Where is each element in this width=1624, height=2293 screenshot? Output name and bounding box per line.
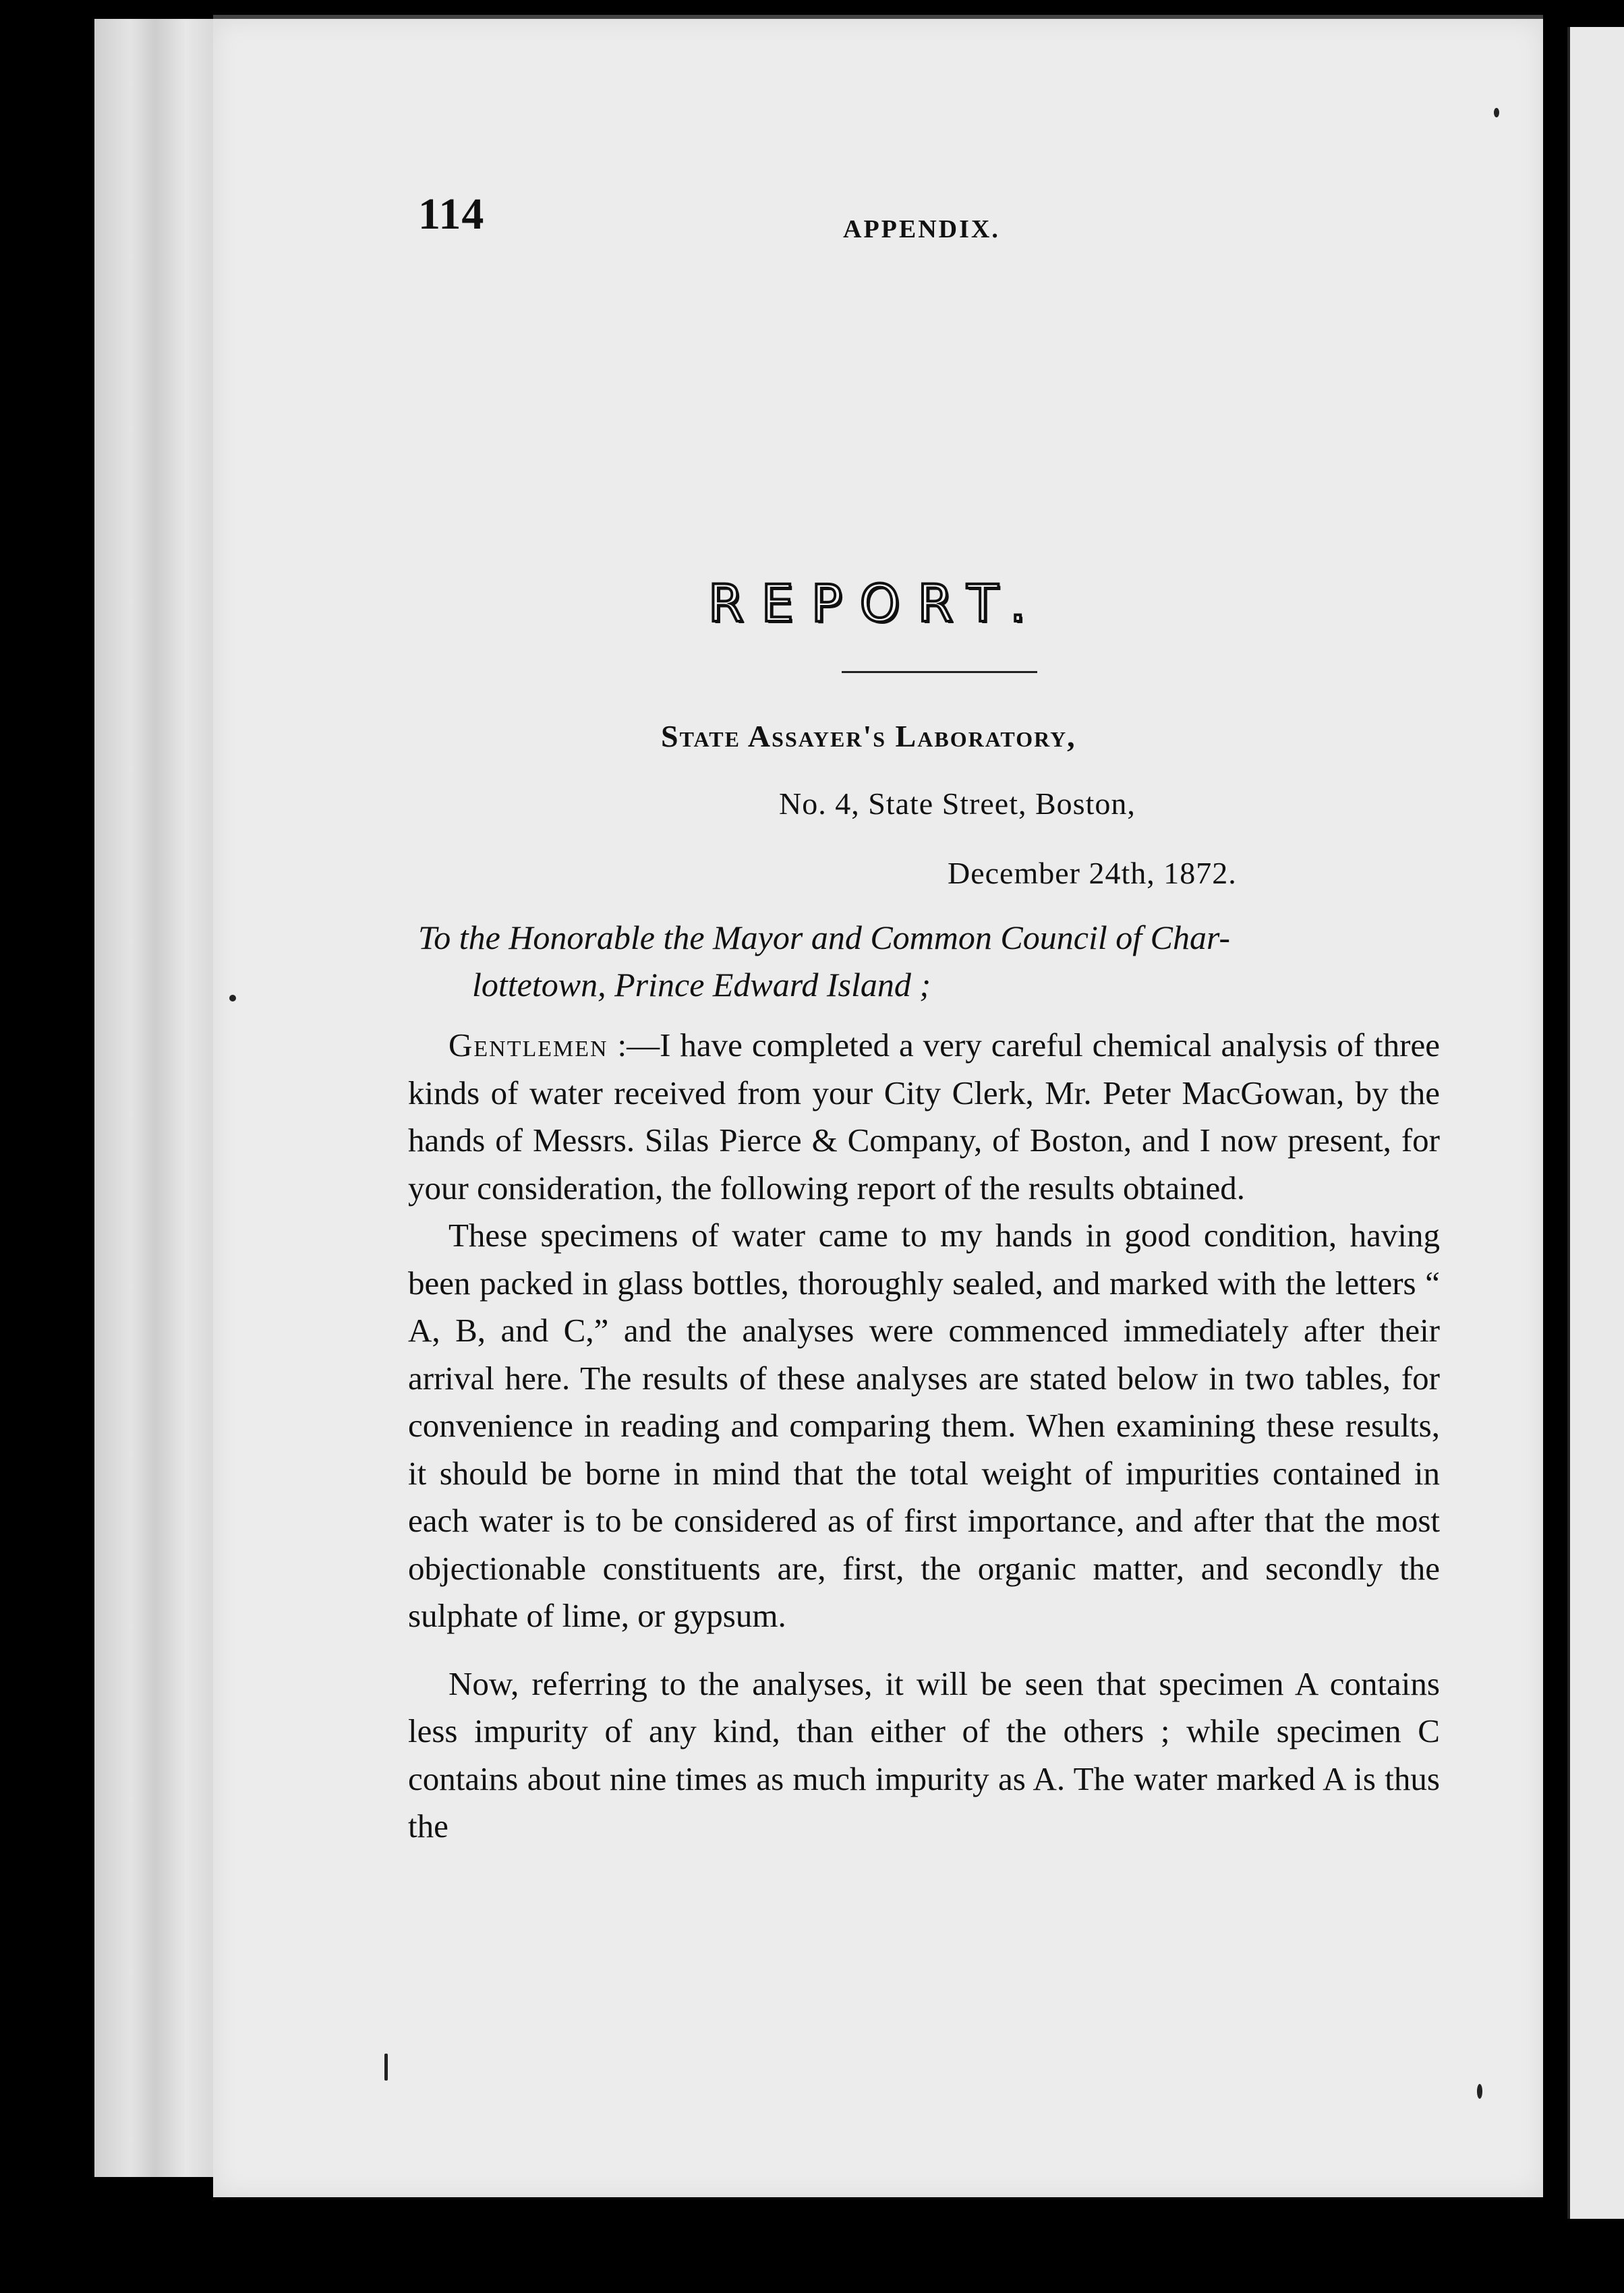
- page-edges-right: [1567, 27, 1624, 2219]
- ink-speck: [384, 2054, 388, 2081]
- title-rule: [842, 671, 1037, 673]
- paragraph-1-text: :—I have completed a very careful chemical analysis of three kinds of water received from your City Clerk, Mr. Peter MacGowan, by the hands of Messrs. Silas Pierce & Company, of Boston, and I now present, for your consideration, the following report of the results obtained.: [408, 1026, 1440, 1207]
- paragraph-2: These specimens of water came to my hands in good condition, having been packed in glass bottles, thoroughly sealed, and marked with the letters “ A, B, and C,” and the analyses were commenced immediately after their arrival here. The results of these analyses are stated below in two tables, for convenience in reading and comparing them. When examining these results, it should be borne in mind that the total weight of impurities contained in each water is to be considered as of first importance, and after that the most objectionable constituents are, first, the organic matter, and secondly the sulphate of lime, or gypsum.: [408, 1217, 1440, 1634]
- report-title: REPORT.: [708, 573, 1044, 633]
- salutation-line-2: lottetown, Prince Edward Island ;: [472, 966, 931, 1004]
- address-street: No. 4, State Street, Boston,: [779, 786, 1136, 821]
- ink-speck: [229, 995, 236, 1002]
- salutation-line-1: To the Honorable the Mayor and Common Council of Char-: [418, 919, 1231, 956]
- salutation: [418, 914, 1450, 1008]
- running-head: APPENDIX.: [843, 215, 1000, 243]
- letter-date: December 24th, 1872.: [948, 856, 1237, 890]
- ink-speck: [1477, 2084, 1482, 2099]
- page-edges-left: [94, 19, 216, 2177]
- greeting-word: Gentlemen: [448, 1026, 608, 1064]
- paragraph-1: [408, 1022, 1440, 1212]
- letter-body: [408, 1022, 1440, 1851]
- paragraph-3: Now, referring to the analyses, it will be seen that specimen A contains less impurity of any kind, than either of the others ; while specimen C contains about nine times as much impurity as A. The water marked A is thus the: [408, 1664, 1440, 1845]
- ink-speck: [1494, 108, 1499, 117]
- page-number: 114: [418, 190, 485, 239]
- address-laboratory: State Assayer's Laboratory,: [661, 719, 1076, 753]
